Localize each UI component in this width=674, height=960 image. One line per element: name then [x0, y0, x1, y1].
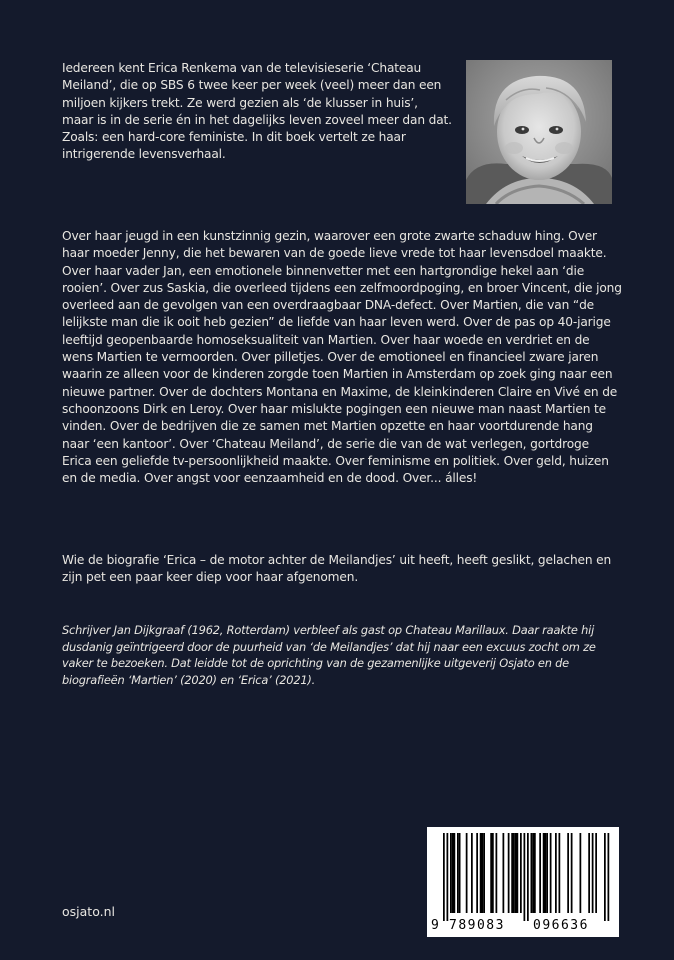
barcode-bar [595, 833, 597, 913]
barcode-bar [531, 833, 533, 913]
author-bio-paragraph: Schrijver Jan Dijkgraaf (1962, Rotterdam) verbleef als gast op Chateau Marillaux. Daar raakte hij dusdanig geïntrigeerd door de puurheid van ‘de Meilandjes’ dat hij naar een excuus zocht om ze vaker te bezoeken. Dat leidde tot de oprichting van de gezamenlijke uitgeverij Osjato en de biografieën ‘Martien’ (2020) en ‘Erica’ (2021). [62, 623, 596, 687]
barcode-bar [492, 833, 494, 913]
closing-paragraph: Wie de biografie ‘Erica – de motor achter de Meilandjes’ uit heeft, heeft geslikt, gelachen en zijn pet een paar keer diep voor haar afgenomen. [62, 553, 612, 585]
barcode-bar [580, 833, 582, 913]
barcode-bar [490, 833, 492, 913]
barcode-bar [559, 833, 561, 913]
barcode-bar [571, 833, 573, 913]
barcode-bar [534, 833, 536, 913]
barcode-bar [567, 833, 569, 913]
barcode-bar [539, 833, 541, 913]
barcode-bar [546, 833, 548, 913]
barcode-bar [459, 833, 461, 913]
barcode-prefix-digit: 9 [431, 918, 439, 933]
barcode-bar [471, 833, 473, 913]
barcode-bar [482, 833, 484, 913]
barcode-bar [604, 833, 606, 921]
barcode-bar [443, 833, 445, 921]
main-paragraph: Over haar jeugd in een kunstzinnig gezin, waarover een grote zwarte schaduw hing. Over haar moeder Jenny, die het bewaren van de goede lieve vrede tot haar levensdoel maakte. Over haar vader Jan, een emotionele binnenvetter met een hartgrondige hekel aan ‘die rooien’. Over zus Saskia, die overleed tijdens een zelfmoordpoging, en broer Vincent, die jong overleed aan de gevolgen van een overdraagbaar DNA-defect. Over Martien, die van “de lelijkste man die ik ooit heb gezien” de liefde van haar leven werd. Over de pas op 40-jarige leeftijd geopenbaarde homoseksualiteit van Martien. Over haar woede en verdriet en de wens Martien te vermoorden. Over pilletjes. Over de emotioneel en financieel zware jaren waarin ze alleen voor de kinderen zorgde toen Martien in Amsterdam op zoek ging naar een nieuwe partner. Over de dochters Montana en Maxime, de kleinkinderen Claire en Vivé en de schoonzoons Dirk en Leroy. Over haar mislukte pogingen een nieuwe man naast Martien te vinden. Over de bedrijven die ze samen met Martien opzette en haar voortdurende hang naar ‘een kantoor’. Over ‘Chateau Meiland’, de serie die van de wat verlegen, gortdroge Erica een geliefde tv-persoonlijkheid maakte. Over feminisme en politiek. Over geld, huizen en de media. Over angst voor eenzaamheid en de dood. Over... álles! [62, 229, 622, 486]
barcode-bar [508, 833, 510, 913]
barcode-bar [515, 833, 517, 913]
barcode-bars [443, 833, 609, 921]
barcode-bar [524, 833, 526, 921]
barcode-bar [454, 833, 456, 913]
barcode-bar [527, 833, 529, 921]
barcode-bar [520, 833, 522, 913]
barcode-graphic [427, 827, 619, 937]
barcode-bar [447, 833, 449, 921]
barcode-bar [517, 833, 519, 913]
barcode-bar [480, 833, 482, 913]
barcode-bar [466, 833, 468, 913]
barcode-bar [511, 833, 513, 913]
barcode-bar [543, 833, 545, 913]
barcode-bar [450, 833, 452, 913]
barcode-bar [496, 833, 498, 913]
barcode-bar [550, 833, 552, 913]
barcode-bar [476, 833, 478, 913]
barcode-right-digits: 096636 [533, 918, 589, 933]
barcode-bar [555, 833, 557, 913]
isbn-barcode [427, 827, 619, 937]
barcode-bar [588, 833, 590, 913]
barcode-bar [545, 833, 547, 913]
barcode-bar [457, 833, 459, 913]
barcode-bar [608, 833, 610, 921]
barcode-bar [513, 833, 515, 913]
barcode-bar [452, 833, 454, 913]
barcode-bar [592, 833, 594, 913]
child-photo [466, 60, 612, 204]
publisher-website-link[interactable]: osjato.nl [62, 904, 115, 919]
barcode-left-digits: 789083 [449, 918, 505, 933]
intro-paragraph: Iedereen kent Erica Renkema van de televisieserie ‘Chateau Meiland’, die op SBS 6 twee keer per week (veel) meer dan een miljoen kijkers trekt. Ze werd gezien als ‘de klusser in huis’, maar is in de serie én in het dagelijks leven zoveel meer dan dat. Zoals: een hard-core feministe. In dit boek vertelt ze haar intrigerende levensverhaal. [62, 61, 452, 162]
child-portrait-image [466, 60, 612, 204]
barcode-bar [483, 833, 485, 913]
barcode-bar [532, 833, 534, 913]
barcode-bar [503, 833, 505, 913]
